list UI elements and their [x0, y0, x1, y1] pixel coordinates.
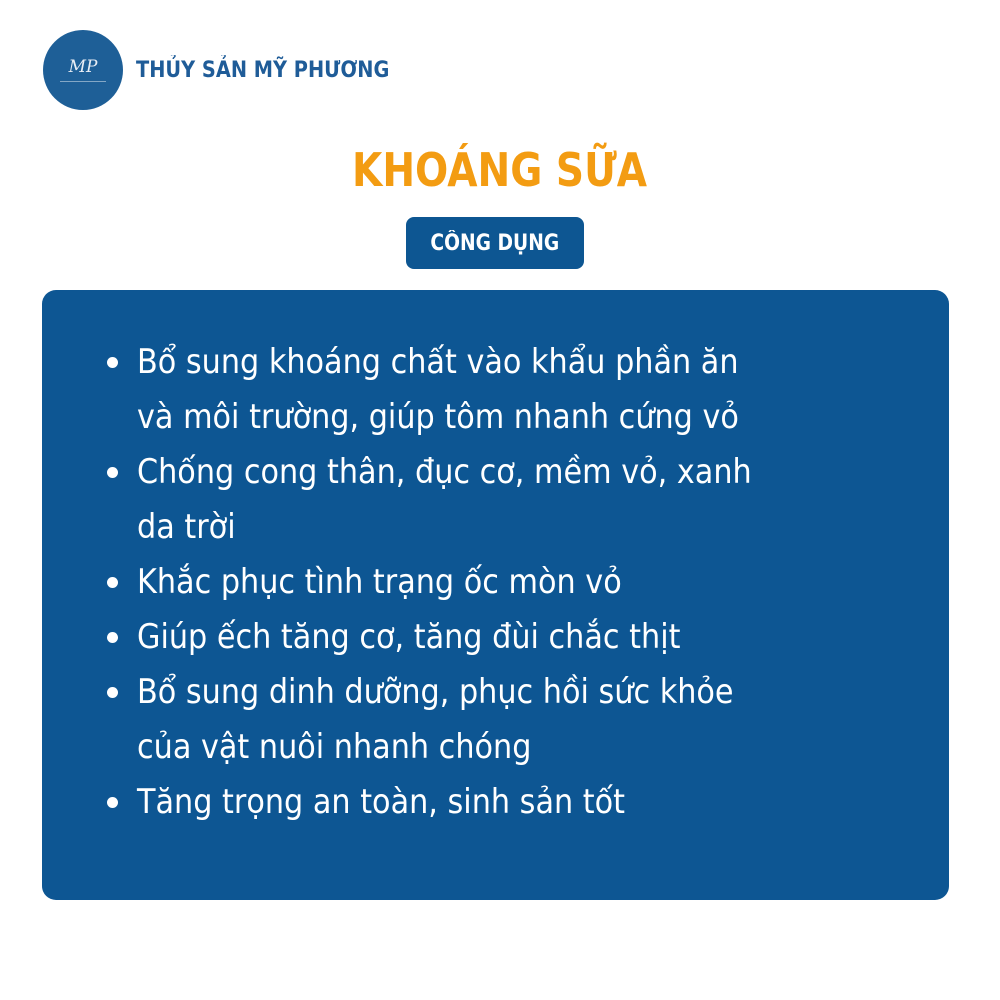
- benefit-text: Bổ sung khoáng chất vào khẩu phần ăn: [137, 342, 739, 382]
- benefit-text: da trời: [137, 507, 236, 547]
- product-title-text: KHOÁNG SỮA: [352, 143, 648, 197]
- benefit-text: Chống cong thân, đục cơ, mềm vỏ, xanh: [137, 452, 752, 492]
- benefits-list: [137, 335, 927, 830]
- benefit-item: [137, 775, 927, 830]
- bullet-dot-icon: [107, 632, 118, 643]
- benefit-item: [137, 555, 927, 610]
- benefit-text: Tăng trọng an toàn, sinh sản tốt: [137, 782, 626, 822]
- benefit-item: [137, 445, 927, 500]
- benefit-item: [137, 610, 927, 665]
- brand-logo-mark: MP: [68, 56, 98, 77]
- benefit-item-continued: [137, 390, 927, 445]
- brand-name: THỦY SẢN MỸ PHƯƠNG: [136, 58, 390, 83]
- bullet-dot-icon: [107, 357, 118, 368]
- benefit-item: [137, 665, 927, 720]
- bullet-dot-icon: [107, 467, 118, 478]
- benefit-text: Khắc phục tình trạng ốc mòn vỏ: [137, 562, 622, 602]
- section-badge-label: CÔNG DỤNG: [430, 230, 560, 256]
- benefits-panel: [42, 290, 949, 900]
- benefit-item-continued: [137, 500, 927, 555]
- bullet-dot-icon: [107, 797, 118, 808]
- benefit-item-continued: [137, 720, 927, 775]
- product-title: [0, 140, 1000, 200]
- benefit-text: Bổ sung dinh dưỡng, phục hồi sức khỏe: [137, 672, 734, 712]
- bullet-dot-icon: [107, 687, 118, 698]
- section-badge: [406, 217, 584, 269]
- benefit-text: Giúp ếch tăng cơ, tăng đùi chắc thịt: [137, 617, 681, 657]
- brand-logo-underline: [60, 81, 106, 82]
- benefit-text: và môi trường, giúp tôm nhanh cứng vỏ: [137, 397, 739, 437]
- brand-logo: [43, 30, 123, 110]
- benefit-text: của vật nuôi nhanh chóng: [137, 727, 532, 767]
- bullet-dot-icon: [107, 577, 118, 588]
- benefit-item: [137, 335, 927, 390]
